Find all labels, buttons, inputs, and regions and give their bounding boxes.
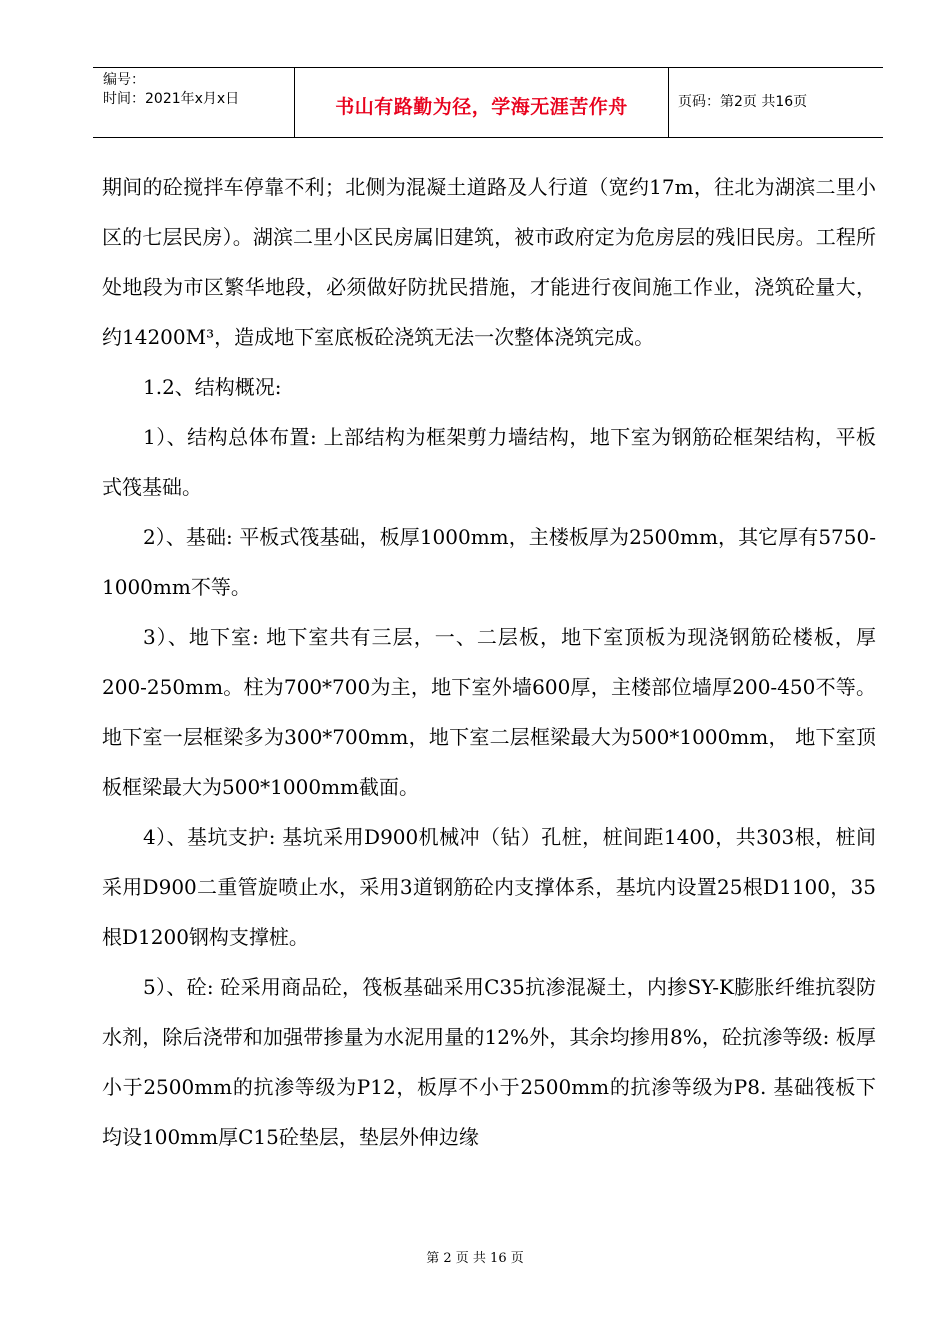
document-body	[102, 162, 876, 1162]
body-paragraph: 3）、地下室: 地下室共有三层，一、二层板，地下室顶板为现浇钢筋砼楼板，厚200-250mm。柱为700*700为主，地下室外墙600厚，主楼部位墙厚200-450不等。地下室一层框梁多为300*700mm，地下室二层框梁最大为500*1000mm， 地下室顶板框梁最大为500*1000mm截面。	[102, 625, 876, 799]
page-header	[93, 67, 883, 138]
page-footer: 第 2 页 共 16 页	[426, 1251, 524, 1266]
header-motto-cell	[295, 68, 669, 137]
body-paragraph: 1）、结构总体布置: 上部结构为框架剪力墙结构，地下室为钢筋砼框架结构，平板式筏基础。	[102, 425, 876, 499]
body-paragraph: 期间的砼搅拌车停靠不利；北侧为混凝土道路及人行道（宽约17m，往北为湖滨二里小区的七层民房）。湖滨二里小区民房属旧建筑，被市政府定为危房层的残旧民房。工程所处地段为市区繁华地段，必须做好防扰民措施，才能进行夜间施工作业，浇筑砼量大，约14200M³，造成地下室底板砼浇筑无法一次整体浇筑完成。	[102, 175, 876, 349]
header-motto: 书山有路勤为径，学海无涯苦作舟	[335, 96, 628, 118]
header-meta-cell	[93, 68, 295, 137]
header-page-cell	[669, 68, 883, 137]
header-page-label: 页码：第2页 共16页	[678, 94, 808, 110]
document-time-label: 时间：2021年x月x日	[103, 91, 240, 107]
document-number-label: 编号：	[103, 72, 145, 88]
body-paragraph: 4）、基坑支护: 基坑采用D900机械冲（钻）孔桩，桩间距1400，共303根，桩间采用D900二重管旋喷止水，采用3道钢筋砼内支撑体系，基坑内设置25根D1100，35根D1200钢构支撑桩。	[102, 825, 876, 949]
section-heading: 1.2、结构概况:	[143, 375, 282, 399]
body-paragraph: 5）、砼: 砼采用商品砼，筏板基础采用C35抗渗混凝土，内掺SY-K膨胀纤维抗裂防水剂，除后浇带和加强带掺量为水泥用量的12%外，其余均掺用8%，砼抗渗等级: 板厚小于2500mm的抗渗等级为P12，板厚不小于2500mm的抗渗等级为P8. 基础筏板下均设100mm厚C15砼垫层，垫层外伸边缘	[102, 975, 876, 1149]
body-paragraph: 2）、基础: 平板式筏基础，板厚1000mm，主楼板厚为2500mm，其它厚有5750-1000mm不等。	[102, 525, 876, 599]
